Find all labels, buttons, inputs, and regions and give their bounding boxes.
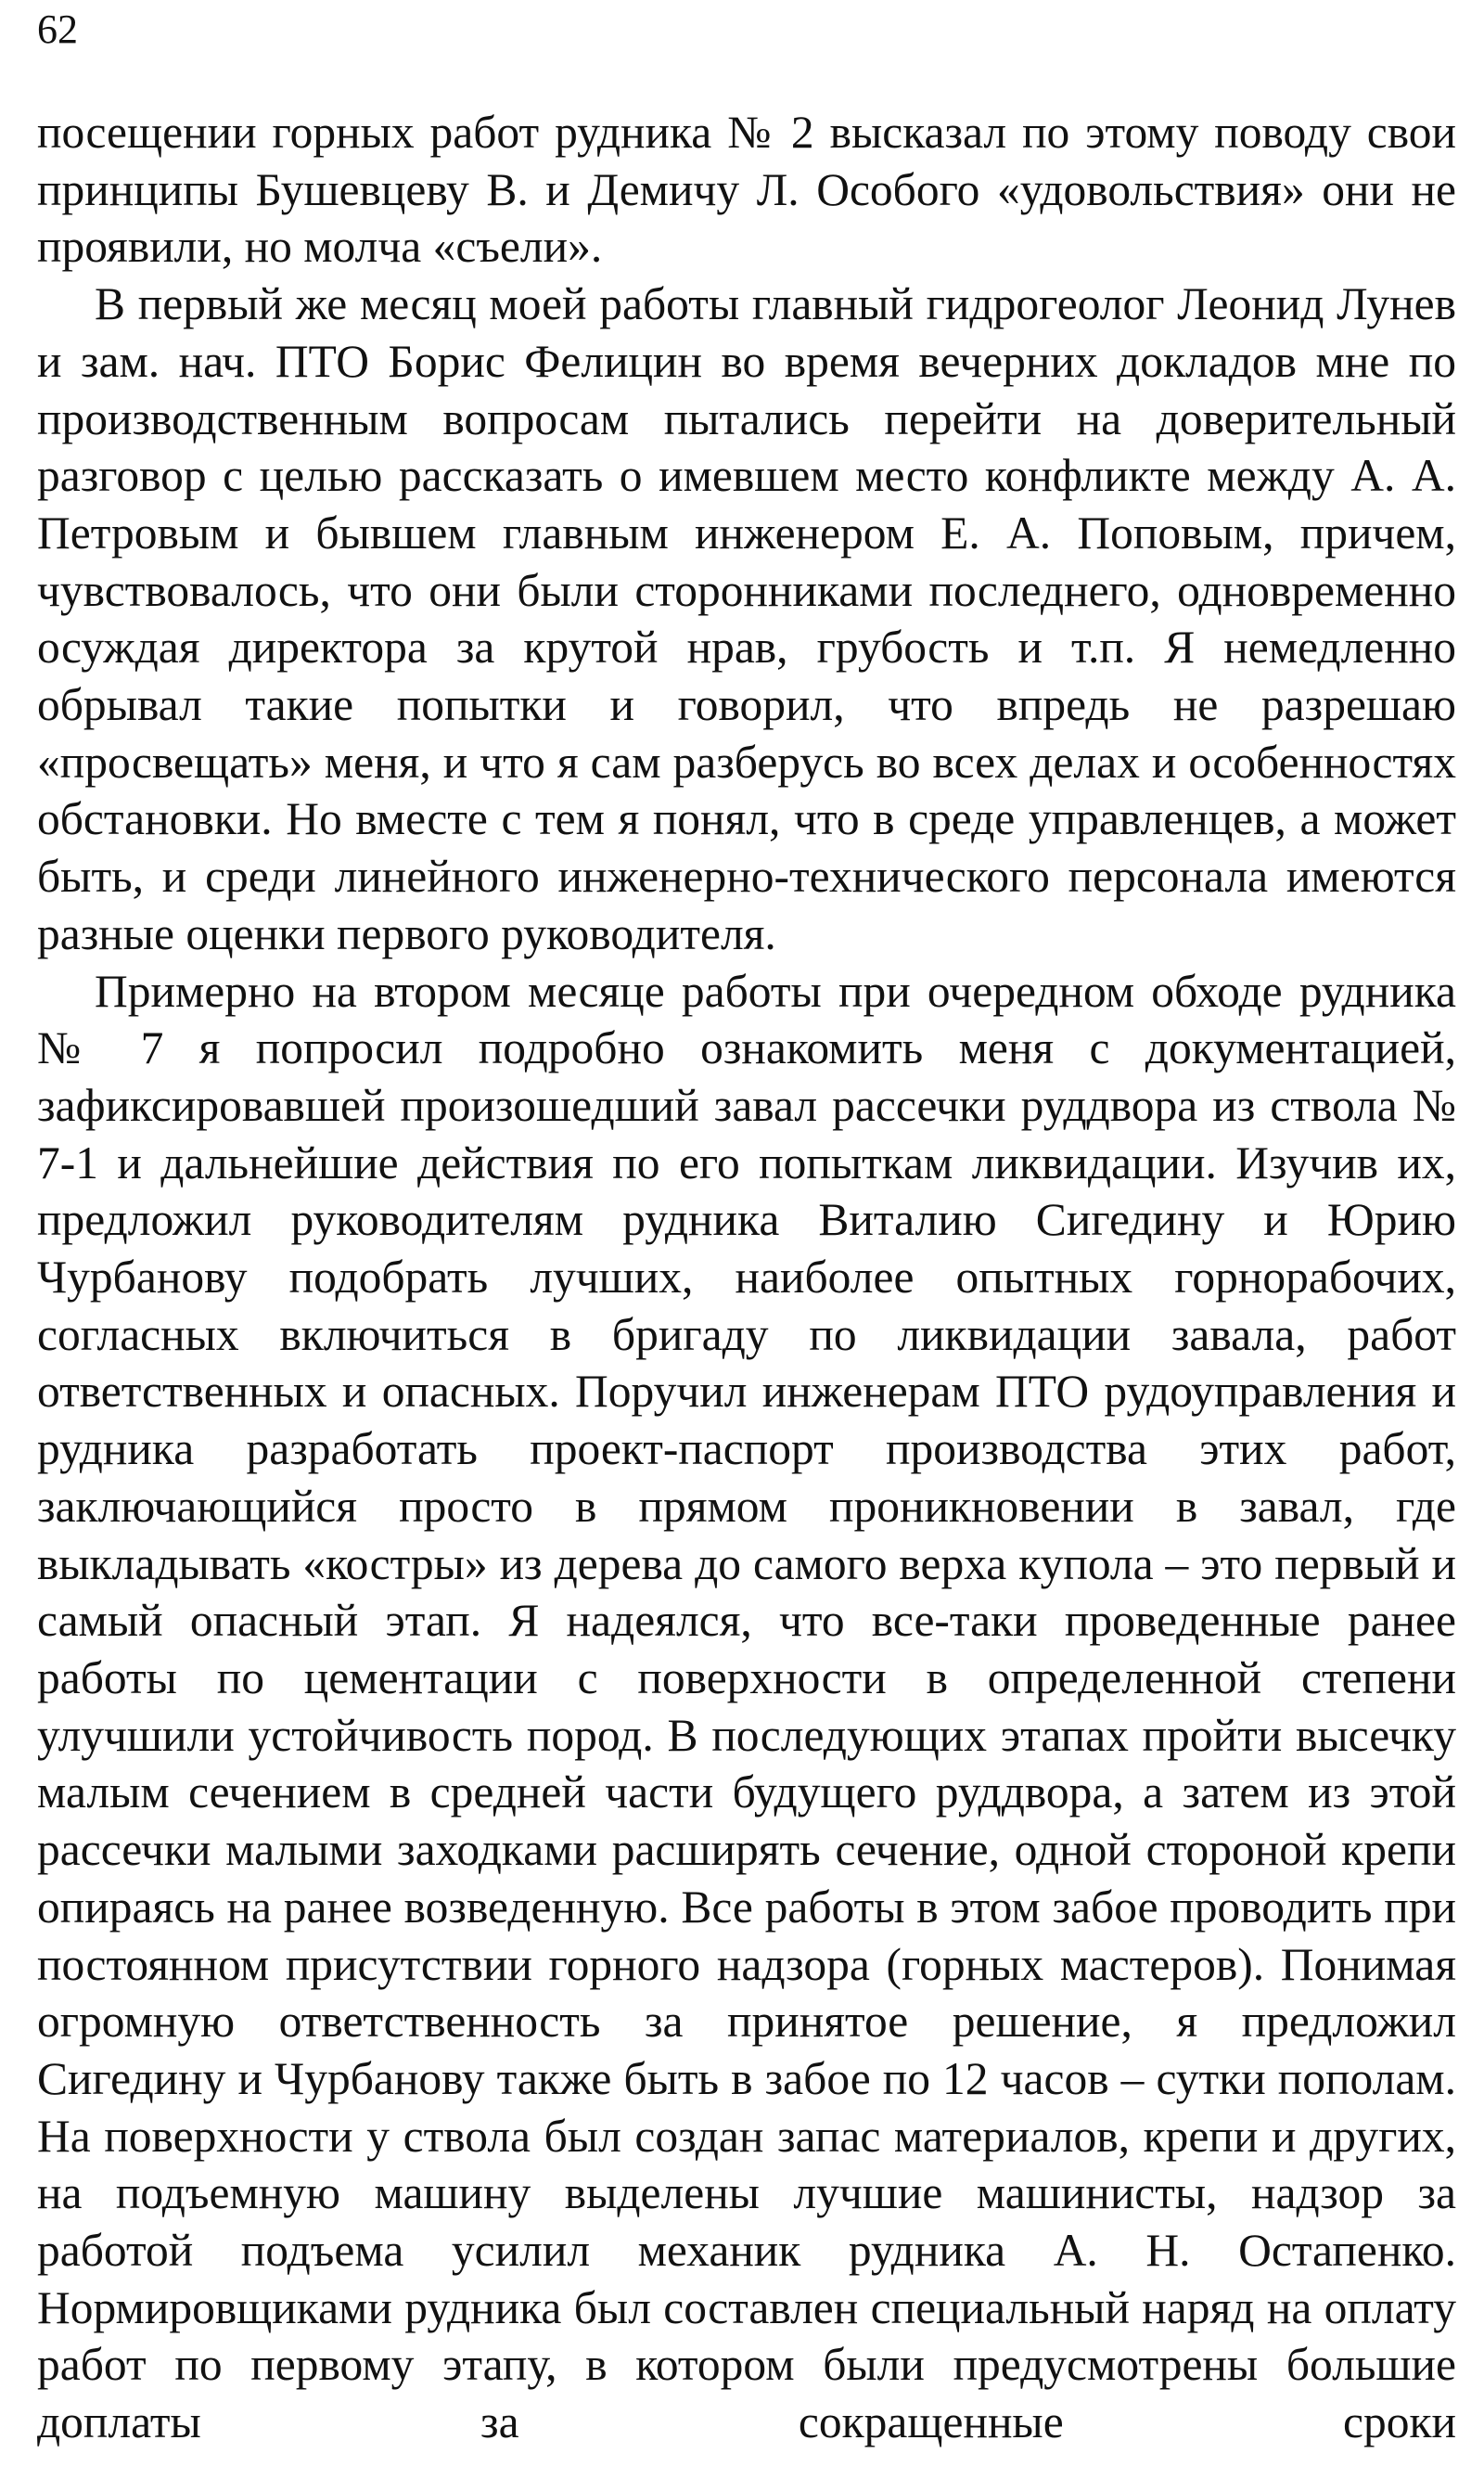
paragraph-continued: посещении горных работ рудника № 2 высказал по этому поводу свои принципы Бушевцеву В. и Демичу Л. Особого «удовольствия» они не проявили, но молча «съели».	[37, 107, 1456, 273]
body-text	[37, 104, 1456, 2451]
paragraph-second-month: Примерно на втором месяце работы при очередном обходе рудника № 7 я попросил подробно ознакомить меня с документацией, зафиксировавшей произошедший завал рассечки руддвора из ствола № 7-1 и дальнейшие действия по его попыткам ликвидации. Изучив их, предложил руководителям рудника Виталию Сигедину и Юрию Чурбанову подобрать лучших, наиболее опытных горнорабочих, согласных включиться в бригаду по ликвидации завала, работ ответственных и опасных. Поручил инженерам ПТО рудоуправления и рудника разработать проект-паспорт производства этих работ, заключающийся просто в прямом проникновении в завал, где выкладывать «костры» из дерева до самого верха купола – это первый и самый опасный этап. Я надеялся, что все-таки проведенные ранее работы по цементации с поверхности в определенной степени улучшили устойчивость пород. В последующих этапах пройти высечку малым сечением в средней части будущего руддвора, а затем из этой рассечки малыми заходками расширять сечение, одной стороной крепи опираясь на ранее возведенную. Все работы в этом забое проводить при постоянном присутствии горного надзора (горных мастеров). Понимая огромную ответственность за принятое решение, я предложил Сигедину и Чурбанову также быть в забое по 12 часов – сутки пополам. На поверхности у ствола был создан запас материалов, крепи и других, на подъемную машину выделены лучшие машинисты, надзор за работой подъема усилил механик рудника А. Н. Остапенко. Нормировщиками рудника был составлен специальный наряд на оплату работ по первому этапу, в котором были предусмотрены большие доплаты за сокращенные сроки	[37, 965, 1456, 2448]
paragraph-first-month: В первый же месяц моей работы главный гидрогеолог Леонид Лунев и зам. нач. ПТО Борис Фелицин во время вечерних докладов мне по производственным вопросам пытались перейти на доверительный разговор с целью рассказать о имевшем место конфликте между А. А. Петровым и бывшем главным инженером Е. А. Поповым, причем, чувствовалось, что они были сторонниками последнего, одновременно осуждая директора за крутой нрав, грубость и т.п. Я немедленно обрывал такие попытки и говорил, что впредь не разрешаю «просвещать» меня, и что я сам разберусь во всех делах и особенностях обстановки. Но вместе с тем я понял, что в среде управленцев, а может быть, и среди линейного инженерно-технического персонала имеются разные оценки первого руководителя.	[37, 278, 1456, 959]
page-number: 62	[37, 6, 78, 52]
